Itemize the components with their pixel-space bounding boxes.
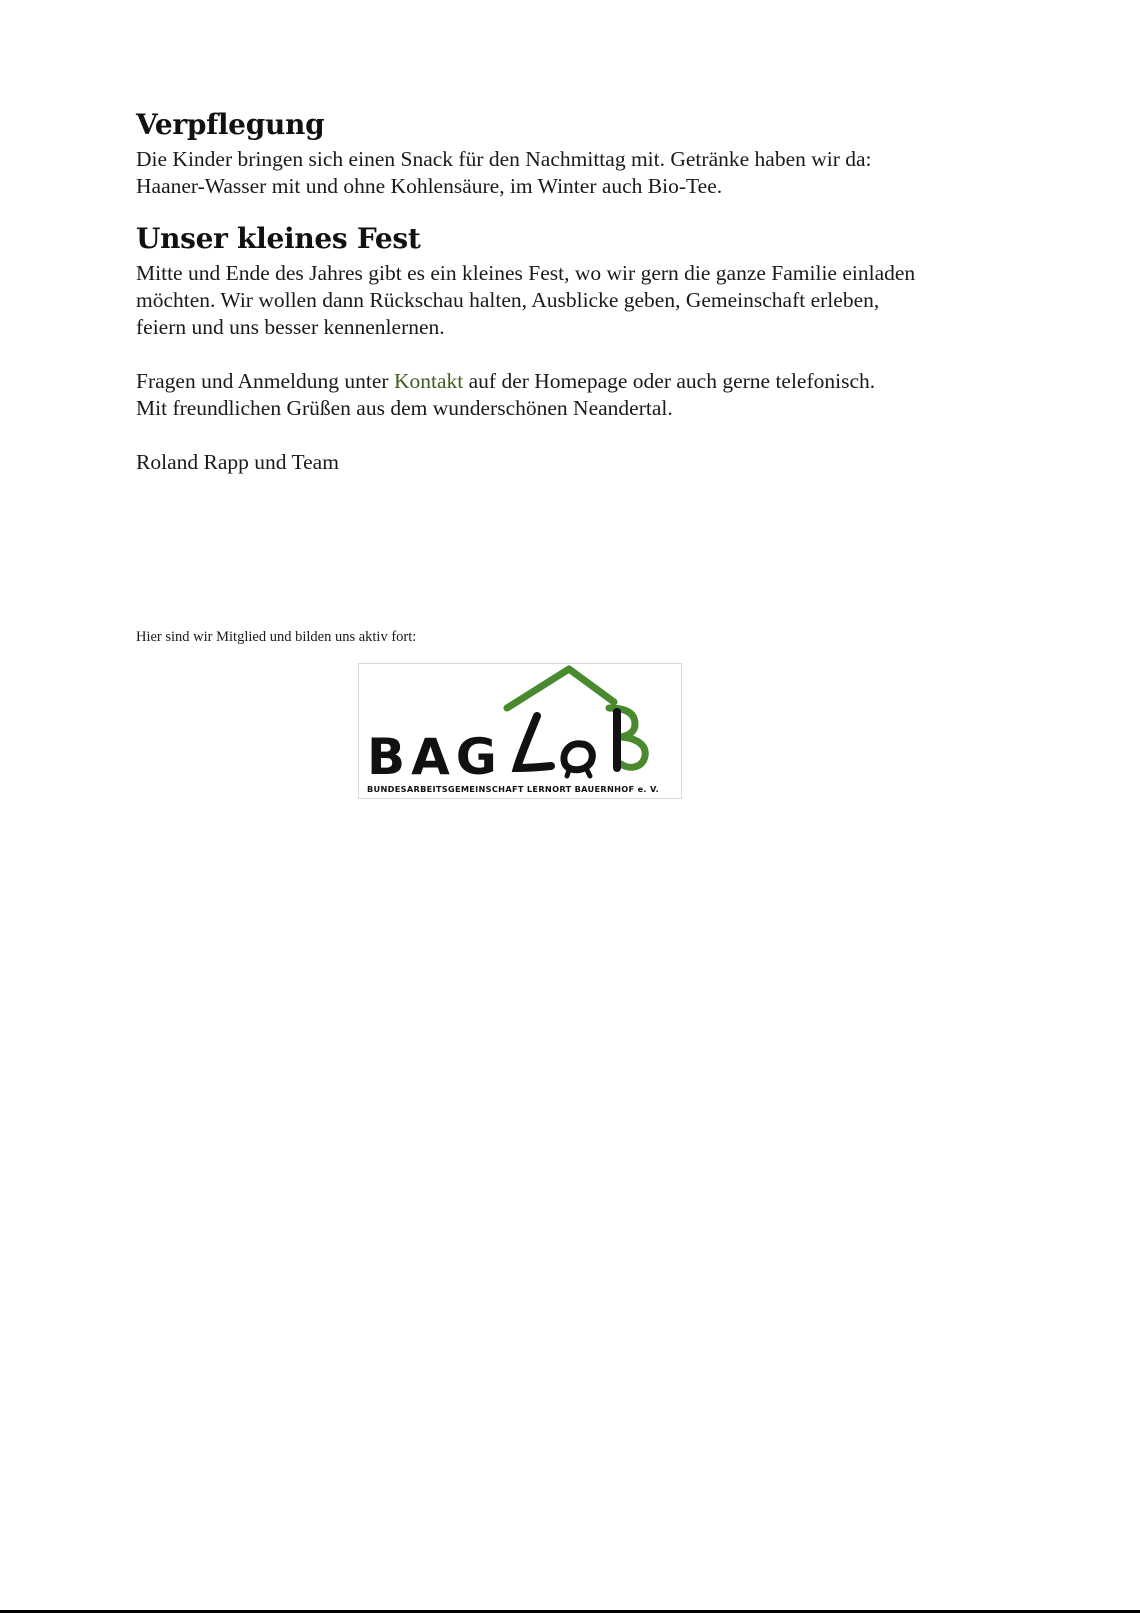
contact-text-before: Fragen und Anmeldung unter — [136, 369, 394, 393]
spacer — [136, 200, 1036, 222]
paragraph-line: Die Kinder bringen sich einen Snack für den Nachmittag mit. Getränke haben wir da: — [136, 147, 872, 171]
spacer — [136, 341, 1036, 368]
contact-text-after: auf der Homepage oder auch gerne telefonisch. — [463, 369, 876, 393]
paragraph-line: Haaner-Wasser mit und ohne Kohlensäure, im Winter auch Bio-Tee. — [136, 174, 723, 198]
paragraph-line: möchten. Wir wollen dann Rückschau halten, Ausblicke geben, Gemeinschaft erleben, — [136, 288, 880, 312]
paragraph-line: feiern und uns besser kennenlernen. — [136, 315, 445, 339]
logo-letter-o — [564, 744, 592, 770]
greeting-line: Mit freundlichen Grüßen aus dem wunderschönen Neandertal. — [136, 396, 673, 420]
paragraph-line: Mitte und Ende des Jahres gibt es ein kleines Fest, wo wir gern die ganze Familie einladen — [136, 261, 916, 285]
signature: Roland Rapp und Team — [136, 450, 339, 474]
roof-shape — [507, 669, 614, 708]
membership-note: Hier sind wir Mitglied und bilden uns aktiv fort: — [136, 629, 417, 645]
logo-subtitle: BUNDESARBEITSGEMEINSCHAFT LERNORT BAUERNHOF e. V. — [367, 784, 659, 794]
spacer — [136, 422, 1036, 449]
heading-verpflegung: Verpflegung — [136, 108, 325, 141]
heading-fest: Unser kleines Fest — [136, 222, 421, 255]
logo-graphic — [359, 664, 681, 798]
contact-line — [136, 368, 1036, 395]
bag-lob-logo — [358, 663, 682, 799]
logo-letter-l — [517, 716, 551, 768]
document-content — [136, 108, 1036, 476]
logo-text-bag: BAG — [367, 728, 503, 786]
kontakt-link[interactable]: Kontakt — [393, 369, 464, 393]
